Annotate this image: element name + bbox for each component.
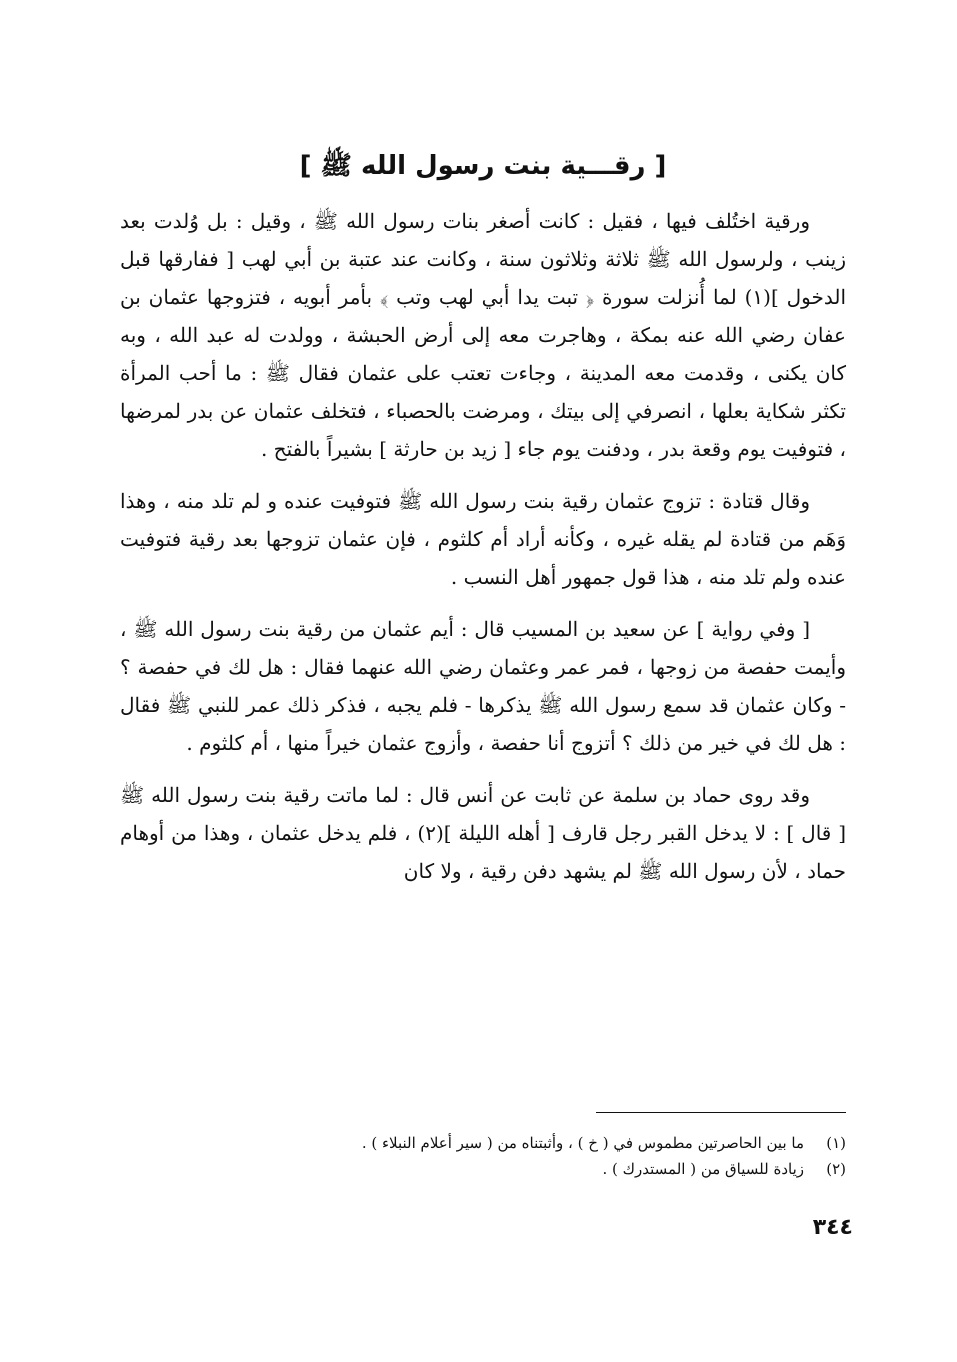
footnotes bbox=[200, 1130, 846, 1182]
paragraph: ورقية اختُلف فيها ، فقيل : كانت أصغر بنات رسول الله ﷺ ، وقيل : بل وُلدت بعد زينب ، ولرسول الله ﷺ ثلاثة وثلاثون سنة ، وكانت عند عتبة بن أبي لهب [ ففارقها قبل الدخول ](١) لما أُنزلت سورة ﴿ تبت يدا أبي لهب وتب ﴾ بأمر أبويه ، فتزوجها عثمان بن عفان رضي الله عنه بمكة ، وهاجرت معه إلى أرض الحبشة ، وولدت له عبد الله ، وبه كان يكنى ، وقدمت معه المدينة ، وجاءت تعتب على عثمان فقال ﷺ : ما أحب المرأة تكثر شكاية بعلها ، انصرفي إلى بيتك ، ومرضت بالحصباء ، فتخلف عثمان عن بدر لمرضها ، فتوفيت يوم وقعة بدر ، ودفنت يوم جاء [ زيد بن حارثة ] بشيراً بالفتح . bbox=[120, 208, 847, 461]
footnote-text: زيادة للسياق من ( المستدرك ) . bbox=[602, 1160, 804, 1178]
footnote-item bbox=[200, 1130, 846, 1156]
footnote-number: (٢) bbox=[826, 1160, 846, 1178]
paragraph: وقال قتادة : تزوج عثمان رقية بنت رسول الله ﷺ فتوفيت عنده و لم تلد منه ، وهذا وَهَم من قتادة لم يقله غيره ، وكأنه أراد أم كلثوم ، فإن عثمان تزوجها بعد رقية فتوفيت عنده ولم تلد منه ، هذا قول جمهور أهل النسب . bbox=[120, 488, 846, 589]
page-body bbox=[120, 150, 846, 890]
section-title: [ رقـــية بنت رسول الله ﷺ ] bbox=[299, 151, 667, 181]
footnote-item bbox=[200, 1156, 846, 1182]
page-number: ٣٤٤ bbox=[812, 1215, 853, 1240]
paragraph: [ وفي رواية ] عن سعيد بن المسيب قال : أيم عثمان من رقية بنت رسول الله ﷺ ، وأيمت حفصة من زوجها ، فمر عمر وعثمان رضي الله عنهما فقال : هل لك في حفصة ؟ - وكان عثمان قد سمع رسول الله ﷺ يذكرها - فلم يجبه ، فذكر ذلك عمر للنبي ﷺ فقال : هل لك في خير من ذلك ؟ أتزوج أنا حفصة ، وأزوج عثمان خيراً منها ، أم كلثوم . bbox=[120, 616, 846, 755]
footnote-divider bbox=[596, 1112, 846, 1113]
paragraph: وقد روى حماد بن سلمة عن ثابت عن أنس قال : لما ماتت رقية بنت رسول الله ﷺ [ قال ] : لا يدخل القبر رجل قارف [ أهله الليلة ](٢) ، فلم يدخل عثمان ، وهذا من أوهام حماد ، لأن رسول الله ﷺ لم يشهد دفن رقية ، ولا كان bbox=[120, 782, 846, 883]
footnote-number: (١) bbox=[826, 1134, 846, 1152]
footnote-text: ما بين الحاصرتين مطموس في ( خ ) ، وأثبتناه من ( سير أعلام النبلاء ) . bbox=[361, 1134, 804, 1152]
